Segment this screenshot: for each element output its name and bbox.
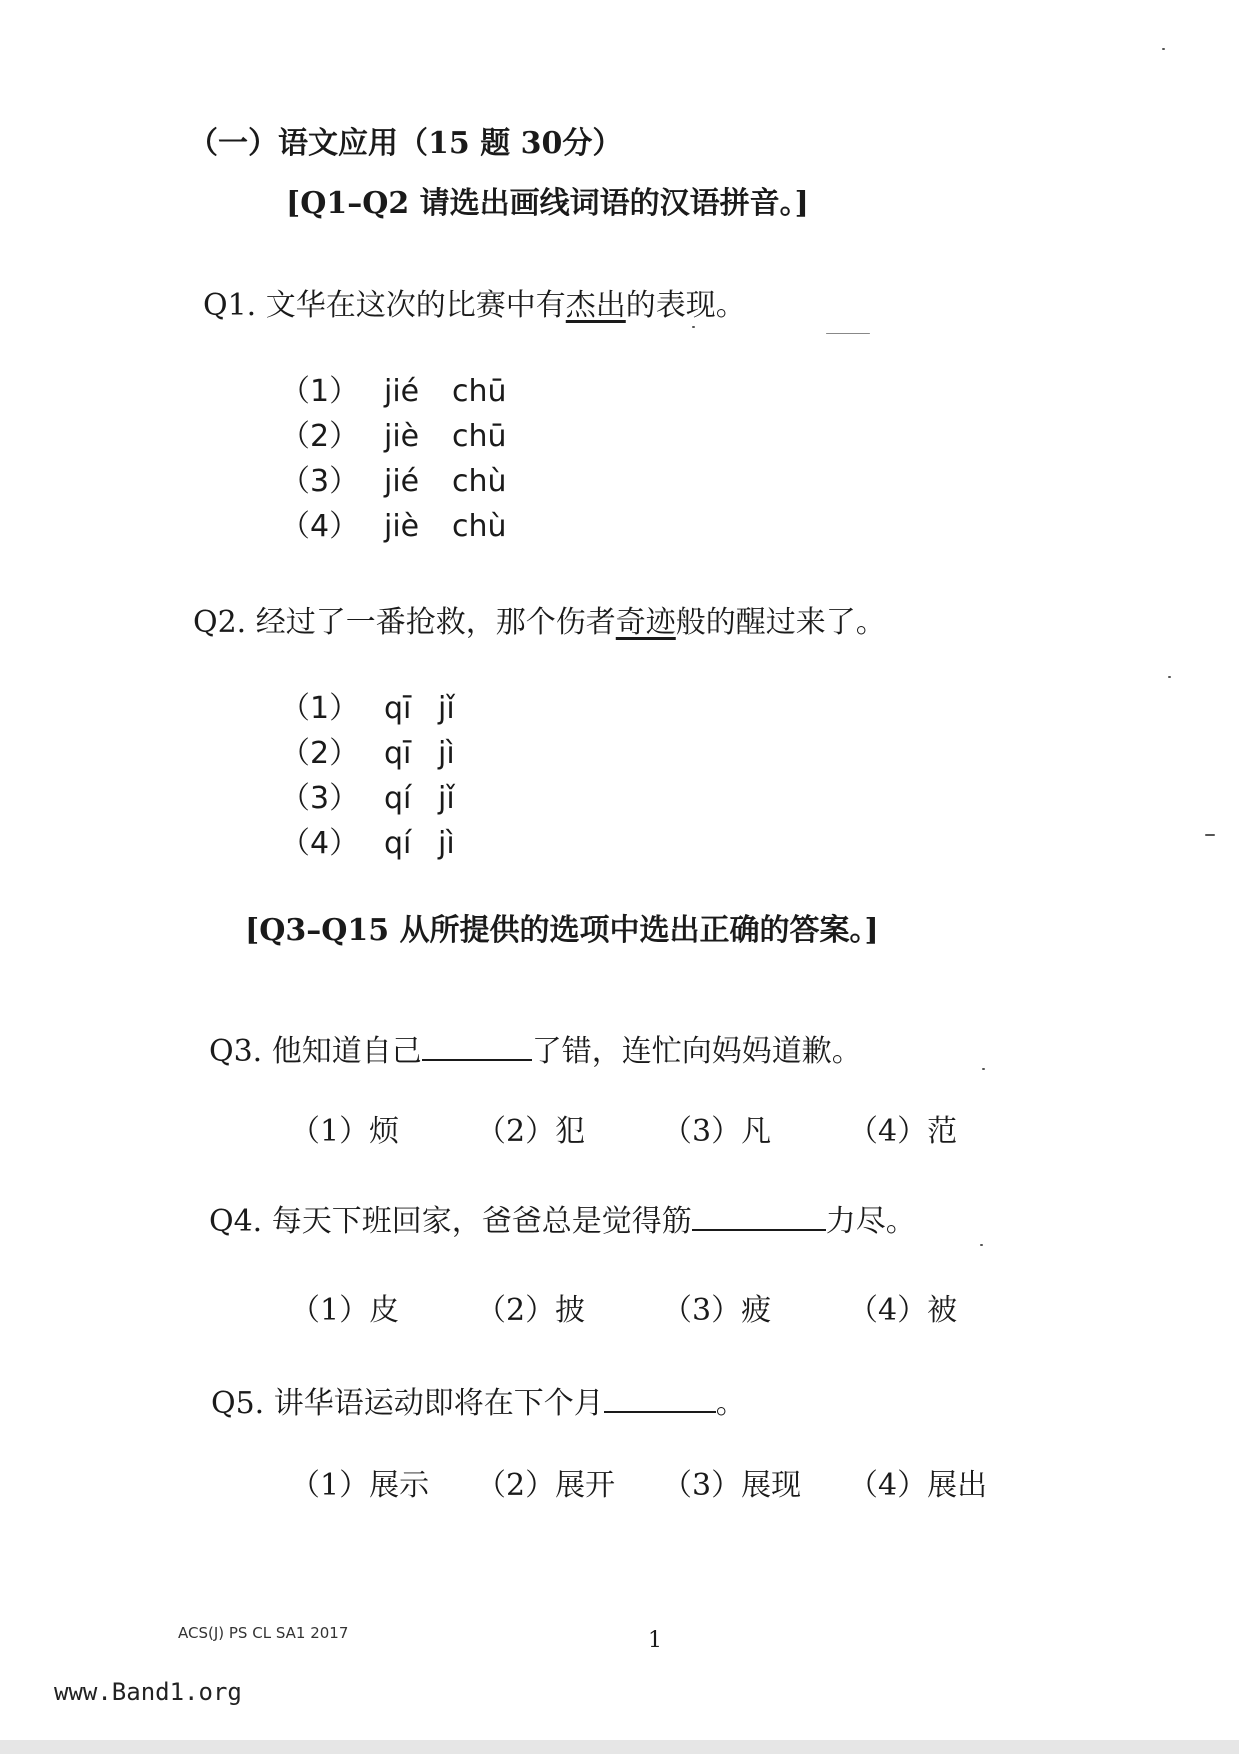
scan-speck [692,326,695,328]
website-watermark: www.Band1.org [54,1678,242,1706]
question-3 [209,1026,862,1070]
scan-speck [826,333,870,334]
q4-option-4[interactable]: （4）被 [848,1293,958,1328]
option-number: （4） [280,826,360,861]
question-label: Q3. [209,1034,263,1069]
question-text: 般的醒过来了。 [675,605,886,640]
option-number: （1） [280,691,360,726]
q3-options [290,1106,1034,1150]
pinyin: jiè [384,419,420,454]
q5-options [290,1460,1034,1504]
question-4 [209,1196,916,1240]
underlined-word: 奇迹 [615,605,676,640]
underlined-word: 杰出 [565,288,626,323]
scan-speck [982,1068,985,1070]
question-text: 了错，连忙向妈妈道歉。 [531,1034,862,1069]
pinyin: qī [384,691,412,726]
question-5 [211,1378,746,1422]
q1-option-3[interactable] [280,456,507,500]
pinyin: qí [384,781,412,816]
q3-option-4[interactable]: （4）范 [848,1114,958,1149]
question-1 [203,280,746,324]
q2-option-3[interactable] [280,773,455,817]
pinyin: chù [452,464,507,499]
answer-blank [422,1033,532,1061]
q1-option-2[interactable] [280,411,507,455]
option-number: （2） [280,419,360,454]
instruction-q1-q2: [Q1–Q2 请选出画线词语的汉语拼音。] [286,186,809,221]
option-number: （4） [280,509,360,544]
option-number: （1） [280,374,360,409]
question-label: Q2. [193,605,247,640]
scan-speck [1162,48,1165,50]
instruction-q3-q15: [Q3–Q15 从所提供的选项中选出正确的答案。] [245,913,879,948]
pinyin: jì [438,826,455,861]
question-text: 。 [715,1386,746,1421]
scan-speck [1168,676,1171,678]
pinyin: jǐ [438,781,455,816]
pinyin: qī [384,736,412,771]
scan-speck [1205,834,1215,836]
question-text: 的表现。 [625,288,746,323]
page-number: 1 [648,1628,662,1653]
question-label: Q1. [203,288,257,323]
pinyin: jiè [384,509,420,544]
question-text: 力尽。 [825,1204,916,1239]
option-number: （3） [280,781,360,816]
q4-option-1[interactable]: （1）皮 [290,1293,400,1328]
question-text: 他知道自己 [262,1034,422,1069]
pinyin: chū [452,419,507,454]
pinyin: chū [452,374,507,409]
question-text: 每天下班回家，爸爸总是觉得筋 [262,1204,692,1239]
q2-option-1[interactable] [280,683,455,727]
question-2 [193,597,886,641]
q5-option-4[interactable]: （4）展出 [848,1468,988,1503]
question-label: Q4. [209,1204,263,1239]
question-text: 经过了一番抢救，那个伤者 [246,605,616,640]
option-number: （2） [280,736,360,771]
pinyin: qí [384,826,412,861]
q3-option-2[interactable]: （2）犯 [476,1114,586,1149]
q1-option-4[interactable] [280,501,507,545]
option-number: （3） [280,464,360,499]
pinyin: jié [384,464,420,499]
answer-blank [692,1203,826,1231]
pinyin: jǐ [438,691,455,726]
q4-option-2[interactable]: （2）披 [476,1293,586,1328]
q1-option-1[interactable] [280,366,507,410]
q5-option-3[interactable]: （3）展现 [662,1468,802,1503]
section-title: （一）语文应用（15 题 30分） [188,126,623,161]
answer-blank [604,1385,716,1413]
q2-option-2[interactable] [280,728,455,772]
q5-option-2[interactable]: （2）展开 [476,1468,616,1503]
question-text: 讲华语运动即将在下个月 [264,1386,604,1421]
pinyin: chù [452,509,507,544]
q3-option-3[interactable]: （3）凡 [662,1114,772,1149]
question-label: Q5. [211,1386,265,1421]
scan-edge [0,1740,1239,1754]
exam-code: ACS(J) PS CL SA1 2017 [178,1624,349,1642]
question-text: 文华在这次的比赛中有 [256,288,566,323]
q5-option-1[interactable]: （1）展示 [290,1468,430,1503]
q4-options [290,1285,1034,1329]
pinyin: jié [384,374,420,409]
pinyin: jì [438,736,455,771]
q3-option-1[interactable]: （1）烦 [290,1114,400,1149]
scan-speck [980,1244,983,1246]
q4-option-3[interactable]: （3）疲 [662,1293,772,1328]
q2-option-4[interactable] [280,818,455,862]
